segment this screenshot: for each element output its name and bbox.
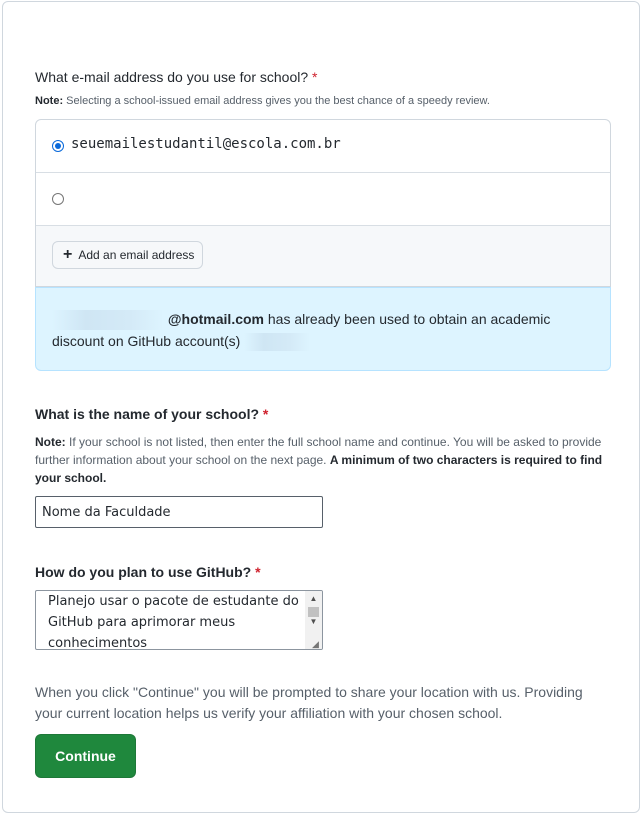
email-option-row[interactable] bbox=[36, 173, 610, 226]
scroll-up-icon[interactable]: ▲ bbox=[309, 594, 318, 603]
usage-question-text: How do you plan to use GitHub? bbox=[35, 564, 252, 580]
school-name-input[interactable] bbox=[35, 496, 323, 528]
note-prefix: Note: bbox=[35, 95, 64, 107]
flash-email-domain: @hotmail.com bbox=[167, 311, 264, 327]
email-question-text: What e-mail address do you use for school? bbox=[35, 69, 309, 85]
email-option-radio[interactable] bbox=[52, 140, 64, 152]
email-option-radio[interactable] bbox=[52, 193, 64, 205]
email-options-list bbox=[35, 119, 611, 287]
continue-button[interactable]: Continue bbox=[35, 734, 136, 778]
flash-line-1 bbox=[52, 309, 550, 330]
add-email-button-label: Add an email address bbox=[78, 248, 195, 262]
redacted-account bbox=[244, 333, 310, 351]
note-text: If your school is not listed, then enter the full school name and continue. You will be asked to provide further information about your school on the next page. bbox=[35, 435, 602, 467]
email-option-label: seuemailestudantil@escola.com.br bbox=[71, 136, 341, 152]
flash-warning bbox=[35, 287, 611, 371]
flash-text-1: has already been used to obtain an academic bbox=[267, 311, 551, 327]
note-text: Selecting a school-issued email address gives you the best chance of a speedy review. bbox=[66, 95, 490, 107]
required-mark: * bbox=[255, 564, 261, 580]
required-mark: * bbox=[262, 406, 269, 422]
usage-textarea[interactable] bbox=[35, 590, 323, 650]
flash-line-2 bbox=[52, 331, 310, 352]
usage-textarea-text[interactable]: Planejo usar o pacote de estudante do GitHub para aprimorar meus conhecimentos bbox=[48, 594, 299, 650]
plus-icon: + bbox=[63, 246, 73, 263]
resize-handle-icon[interactable]: ◢ bbox=[312, 639, 319, 649]
school-question-text: What is the name of your school? bbox=[35, 406, 260, 422]
scroll-down-icon[interactable]: ▼ bbox=[309, 617, 318, 626]
redacted-email-user bbox=[52, 310, 164, 330]
required-mark: * bbox=[312, 69, 318, 85]
usage-question-label bbox=[35, 564, 261, 580]
note-strong-text: A minimum of two characters is required to find your school. bbox=[35, 453, 603, 485]
note-prefix: Note: bbox=[35, 435, 66, 449]
email-question-label bbox=[35, 69, 317, 85]
flash-text-2: discount on GitHub account(s) bbox=[52, 333, 241, 349]
school-question-label bbox=[35, 406, 268, 422]
add-email-area bbox=[36, 226, 610, 287]
location-info-text: When you click "Continue" you will be prompted to share your location with us. Providing your current location helps us verify your affiliation with your chosen school. bbox=[35, 684, 583, 721]
email-note bbox=[35, 92, 490, 110]
email-option-row[interactable] bbox=[36, 120, 610, 173]
add-email-button[interactable] bbox=[52, 241, 203, 269]
school-note bbox=[35, 433, 605, 487]
